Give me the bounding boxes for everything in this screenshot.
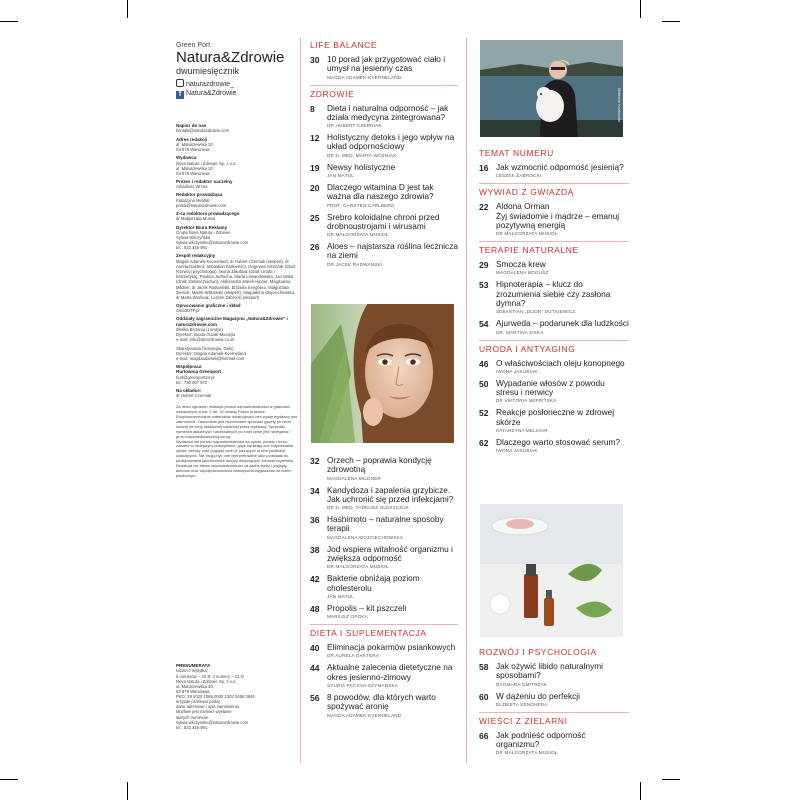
staff-details: Arkadiusz Wrzos	[176, 184, 208, 190]
page-number: 48	[310, 603, 320, 614]
toc-entry[interactable]	[310, 515, 458, 540]
page-number: 44	[310, 663, 320, 674]
entry-text	[327, 456, 458, 481]
crop-mark	[640, 782, 641, 800]
page-number: 60	[479, 691, 489, 702]
toc-entry[interactable]	[479, 319, 629, 334]
products-photo	[480, 504, 623, 637]
entry-text	[496, 379, 629, 404]
instagram-link[interactable]	[176, 79, 296, 89]
page-number: 46	[479, 358, 489, 369]
section-heading: TERAPIE NATURALNE	[479, 241, 629, 255]
crop-mark	[127, 782, 128, 800]
toc-entry[interactable]	[479, 260, 629, 275]
entry-text	[327, 643, 458, 658]
article-author: DR MAŁGORZATA MUSIOŁ	[496, 231, 558, 237]
staff-heading: Dyrektor Biura Reklamy	[176, 224, 228, 230]
entry-text	[496, 280, 629, 314]
toc-entry[interactable]	[310, 163, 458, 178]
staff-heading: Wydawca	[176, 155, 197, 161]
subscription-body: razem z wysyłką: 6 numerów – 42 zł, 3 numery – 21 zł Nova Natura i Zdrowie Sp. z o.o. ul. Matuszewska 20, 03-876 Warszawa PKO: 29 1020 1068 0000 1302 0466 3649 w tytule przelewu podaj dane adresowe i opis zamówienia. Możliwe jest również wysłanie starych numerów. sylwia.wilczynska@naturazdrowie.com tel.: 533 315 991	[176, 668, 255, 730]
entry-text	[496, 731, 629, 756]
page-number: 40	[310, 643, 320, 654]
toc-entry[interactable]	[479, 438, 629, 453]
section-heading: ZDROWIE	[310, 85, 458, 99]
section-heading: DIETA I SUPLEMENTACJA	[310, 624, 458, 638]
article-title: Dlaczego warto stosować serum?	[496, 436, 621, 447]
article-title: W dążeniu do perfekcji	[496, 690, 580, 701]
staff-details: Skandynawia (Norwegia, Oslo) Dyrektor: Magda Adamek-Kverneland e-mail: magdaadamek@hotmail.com	[176, 345, 246, 361]
page-number: 50	[479, 378, 489, 389]
subscription-info	[176, 663, 296, 733]
toc-entry[interactable]	[310, 604, 458, 619]
entry-text	[327, 55, 458, 80]
article-author: DR VIKTORIA NEPRITSKA	[496, 398, 557, 404]
toc-entry[interactable]	[479, 202, 629, 236]
article-title: Smocza krew	[496, 259, 546, 270]
section-heading: WYWIAD Z GWIAZDĄ	[479, 183, 629, 197]
section-heading: LIFE BALANCE	[310, 40, 378, 50]
facebook-handle: Natura&Zdrowie	[186, 90, 237, 98]
page-number: 38	[310, 544, 320, 555]
toc-entry[interactable]	[310, 663, 458, 688]
article-author: PROF. CARSTEN CARLBERG	[327, 202, 395, 208]
toc-entry[interactable]	[479, 731, 629, 756]
crop-mark	[662, 779, 680, 780]
staff-details: dr Hubert Czerniak	[176, 393, 212, 399]
toc-entry[interactable]	[310, 213, 458, 238]
section-heading: WIEŚCI Z ZIELARNI	[479, 712, 629, 726]
instagram-icon	[176, 79, 184, 87]
toc-entry[interactable]	[310, 545, 458, 570]
column-divider	[300, 38, 301, 763]
staff-heading: Na okładce:	[176, 387, 202, 393]
crop-mark	[0, 21, 18, 22]
toc-column-middle	[310, 40, 458, 272]
toc-entry[interactable]	[479, 280, 629, 314]
page-number: 54	[479, 319, 489, 330]
entry-text	[496, 662, 629, 687]
magazine-title: Natura&Zdrowie	[176, 49, 285, 66]
toc-entry[interactable]	[310, 574, 458, 599]
instagram-handle: naturazdrowie_	[186, 80, 234, 88]
cosmetics-illustration	[480, 504, 623, 637]
page-number: 26	[310, 242, 320, 253]
entry-text	[327, 133, 458, 158]
page-number: 42	[310, 574, 320, 585]
photo-credit: Mateusz Kozłowski	[617, 88, 622, 123]
crop-mark	[0, 779, 18, 780]
article-title: 10 porad jak przygotować ciało i umysł na jesienny czas	[327, 54, 446, 74]
facebook-icon: f	[176, 91, 184, 99]
toc-entry[interactable]	[310, 693, 458, 718]
staff-heading: Zespół redakcyjny	[176, 253, 216, 259]
page-number: 8	[310, 103, 315, 114]
article-author: MAGDALENA BOGUSZ	[496, 270, 549, 276]
entry-text	[327, 163, 458, 178]
staff-heading: Współpraca Hurtownia Greenport	[176, 363, 222, 375]
article-author: MARIUSZ OPOKA	[327, 614, 368, 620]
article-author: DR MAŁGORZATA MUSIOŁ	[496, 750, 558, 756]
toc-group	[310, 40, 458, 267]
staff-details: Magda Adamek-Kverneland, dr Hubert Czerniak (ekspert), dr Aurela Daktera, Sebastian Dutkiewicz, Dagmara Gmitrzak (dział: Rozwój i psychologia), Iwona Jakubiak (dział: Uroda i kosmetyka), Paulina Jędrocha, Marta Lewandowska, Jan Matul (dział: Zielolecznictwo), Aleksandra Marek-Hipner, Magdalena Mildner, dr Jacek Radwański, Elżbieta Senghera, Małgorzata Zieniuk, Marek Witkowski (ekspert), Magdalena Wojciechowska, dr Marta Woźniak, Leszek Zabrocki (ekspert)	[176, 258, 296, 300]
article-author: MAGDALENA MILDNER	[327, 475, 381, 481]
legal-disclaimer: Za treści ogłoszeń redakcja ponosi odpowiedzialności w granicach wskazanych w ust. 2 art. 42 ustawy Prawo prasowe. Rozpowszechnianie materiałów redakcyjnych bez zgody wydawcy jest zabronione. Zabronione jest bezumowne sprzedaż gazety po cenie niższej od ceny detalicznej ustalonej przez wydawcę. Sprzedaż numerów aktualnych i archiwalnych po innej cenie jest nielegalna i grozi odpowiedzialnością karną. Wydawca nie ponosi odpowiedzialności za opinie, porady i treści zawarte w niniejszym czasopiśmie, gdyż wyrażają one indywidualne opinie, wiedzę oraz poglądy osób je piszących w celu publikacji czasopisma. Nie mogą być one interpretowane jako podstawa do podejmowania jakichkolwiek decyzji dotyczących zdrowia czytelnika. Redakcja nie bierze odpowiedzialności za żadne treści i poglądy autorów oraz współpracowników czasopisma wygłaszane na forum publicznym.	[176, 404, 298, 478]
entry-text	[327, 693, 458, 718]
staff-heading: Adres redakcji	[176, 136, 208, 142]
toc-entry[interactable]	[310, 183, 458, 208]
page-number: 62	[479, 437, 489, 448]
page-number: 66	[479, 730, 489, 741]
staff-details: Grupa Nova Natura i Zdrowie Sylwia Wilczyńska sylwia.wilczynska@naturazdrowie.com tel.: 533 315 991	[176, 229, 249, 251]
entry-text	[327, 242, 458, 267]
article-title: Jak wzmocnić odporność jesienią?	[496, 162, 624, 172]
staff-heading: Prezes i redaktor naczelny	[176, 178, 233, 184]
toc-entry[interactable]	[310, 133, 458, 158]
entry-text	[327, 545, 458, 570]
article-author: MAGDA ADAMEK-KVERNELAND	[327, 712, 402, 718]
article-author: DR. MARTINA ZISKA	[496, 329, 544, 335]
article-title: Newsy holistyczne	[327, 161, 396, 172]
article-title: Propolis – kit pszczeli	[327, 602, 407, 613]
page-number: 12	[310, 133, 320, 144]
article-author: LESZEK ZABROCKI	[496, 173, 542, 179]
entry-text	[327, 604, 458, 619]
entry-text	[327, 574, 458, 599]
article-title: Kandydoza i zapalenia grzybicze. Jak uchronić się przed infekcjami?	[327, 484, 454, 504]
staff-details: Katarzyna Melihar portal@naturazdrowie.com	[176, 197, 227, 208]
column-divider	[466, 38, 467, 763]
article-author: MAGDA ADAMEK-KVERNELAND	[327, 74, 402, 80]
staff-details: Nova Natura i Zdrowie Sp. z o.o. ul. Matuszewska 20 03-876 Warszawa	[176, 160, 237, 176]
article-title: Reakcje posłoneczne w zdrowej skórze	[496, 407, 615, 427]
toc-column-right	[479, 148, 629, 458]
face-photo	[311, 304, 454, 443]
page-number: 25	[310, 212, 320, 223]
article-author: SEBASTIAN „DIJON” DUTKIEWICZ	[496, 309, 576, 315]
toc-entry[interactable]	[310, 104, 458, 129]
staff-details: hurt@greenport24.pl tel.: 730 007 872	[176, 374, 215, 385]
article-author: DR JACEK RADWAŃSKI	[327, 261, 383, 267]
staff-heading: Z-ca redaktora prowadzącego	[176, 211, 240, 217]
entry-text	[496, 260, 629, 275]
staff-heading: Oddziały zagraniczne Magazynu „Natura&Zdrowie” i naturazdrowie.com	[176, 316, 288, 327]
toc-entry[interactable]	[479, 408, 629, 433]
entry-text	[496, 359, 629, 374]
entry-text	[327, 213, 458, 238]
staff-details: kontakt@naturazdrowie.com	[176, 128, 230, 134]
article-title: Aktualne zalecenia dietetyczne na okres jesienno-zimowy	[327, 662, 453, 682]
crop-mark	[127, 0, 128, 18]
toc-entry[interactable]	[479, 379, 629, 404]
article-title: Aloes – najstarsza roślina lecznicza na ziemi	[327, 241, 458, 261]
article-title: Hashimoto – naturalne sposoby terapii	[327, 514, 444, 534]
page-number: 22	[479, 202, 489, 213]
subscription-heading: PRENUMERATA	[176, 663, 211, 668]
crop-mark	[662, 21, 680, 22]
article-title: O właściwościach oleju konopnego	[496, 357, 625, 368]
editorial-staff	[176, 123, 298, 479]
article-title: Srebro koloidalne chroni przed drobnoustrojami i wirusami	[327, 211, 440, 231]
article-author: DR AURELA DAKTERA	[327, 653, 380, 659]
entry-text	[327, 663, 458, 688]
page-number: 32	[310, 456, 320, 466]
toc-entry[interactable]	[479, 359, 629, 374]
toc-group	[310, 456, 458, 718]
publisher-name: Green Port	[176, 42, 211, 49]
toc-entry[interactable]	[310, 486, 458, 511]
section-heading: TEMAT NUMERU	[479, 148, 554, 158]
article-title: Bakterie obniżają poziom cholesterolu	[327, 573, 420, 593]
article-author: IWONA JAKUBIAK	[496, 448, 538, 454]
article-title: Aldona Orman Żyj świadomie i mądrze – emanuj pozytywną energią	[496, 201, 620, 230]
entry-text	[327, 486, 458, 511]
staff-heading: Napisz do nas	[176, 123, 207, 128]
page-number: 16	[479, 163, 489, 173]
entry-text	[327, 183, 458, 208]
social-links	[176, 79, 296, 99]
staff-details: Wielka Brytania (Londyn) Dyrektor: Beata Guzak-Maciejia e-mail: info@domzdrowia.co.uk	[176, 327, 236, 343]
interview-photo	[480, 40, 623, 137]
toc-column-middle-lower	[310, 456, 458, 723]
entry-text	[496, 202, 629, 236]
article-title: Holistyczny detoks i jego wpływ na układ odpornościowy	[327, 132, 455, 152]
page-number: 29	[479, 260, 489, 271]
page-number: 19	[310, 162, 320, 173]
toc-entry[interactable]	[310, 643, 458, 658]
article-title: Ajurweda – podarunek dla ludzkości	[496, 318, 629, 329]
article-author: DR MAŁGORZATA MUSIOŁ	[327, 232, 389, 238]
article-author: ELŻBIETA SENGHERA	[496, 701, 548, 707]
entry-text	[496, 438, 629, 453]
article-title: Jak podnieść odporność organizmu?	[496, 729, 586, 750]
toc-entry[interactable]	[479, 692, 629, 707]
article-title: Wypadanie włosów z powodu stresu i nerwicy	[496, 377, 605, 398]
facebook-link[interactable]	[176, 89, 296, 99]
article-title: 8 powodów, dla których warto spożywać aronię	[327, 691, 436, 712]
article-author: MAGDALENA WOJCIECHOWSKA	[327, 534, 404, 540]
article-title: Jod wspiera witalność organizmu i zwiększa odporność	[327, 543, 453, 563]
article-title: Dieta i naturalna odporność – jak działa medycyna zintegrowana?	[327, 102, 449, 122]
page-number: 30	[310, 55, 320, 65]
article-title: Hipnoterapia – klucz do zrozumienia siebie czy zasłona dymna?	[496, 279, 611, 308]
page-number: 36	[310, 515, 320, 526]
toc-column-right-lower	[479, 647, 629, 760]
article-author: KATARZYNA MELIHAR	[496, 427, 548, 433]
entry-text	[496, 163, 629, 178]
woman-with-dog-illustration	[480, 40, 623, 137]
article-author: DAGMARA GMITRZAK	[496, 681, 548, 687]
page-number: 58	[479, 662, 489, 672]
article-author: IWONA JAKUBIAK	[496, 368, 538, 374]
page-number: 56	[310, 692, 320, 703]
article-title: Eliminacja pokarmów psiankowych	[327, 642, 456, 653]
toc-entry[interactable]	[479, 662, 629, 687]
toc-entry[interactable]	[310, 242, 458, 267]
toc-entry[interactable]	[479, 163, 629, 178]
masthead	[176, 42, 296, 99]
article-author: JAN MATUL	[327, 172, 354, 178]
page-number: 20	[310, 182, 320, 193]
entry-text	[496, 319, 629, 334]
staff-details: SmartDTP.pl	[176, 308, 200, 314]
crop-mark	[640, 0, 641, 18]
entry-text	[496, 408, 629, 433]
section-heading: ROZWÓJ I PSYCHOLOGIA	[479, 647, 597, 657]
staff-details: dr Małgorzata Musioł	[176, 216, 215, 222]
entry-text	[327, 515, 458, 540]
entry-text	[496, 692, 629, 707]
toc-group	[479, 148, 629, 453]
article-title: Jak ożywić libido naturalnymi sposobami?	[496, 661, 603, 681]
article-title: Dlaczego witamina D jest tak ważna dla naszego zdrowia?	[327, 181, 434, 202]
page-number: 34	[310, 485, 320, 496]
article-author: DR N. MED. MARTA WOŹNIAK	[327, 152, 397, 158]
toc-entry[interactable]	[310, 55, 458, 80]
staff-heading: Opracowanie graficzne i skład	[176, 302, 241, 308]
page-number: 52	[479, 408, 489, 419]
article-title: Orzech – poprawia kondycję zdrowotną	[327, 455, 432, 475]
staff-heading: Redaktor prowadząca	[176, 192, 223, 198]
magazine-frequency: dwumiesięcznik	[176, 65, 240, 76]
entry-text	[327, 104, 458, 129]
staff-details: ul. Matuszewska 20 03-876 Warszawa	[176, 141, 213, 153]
article-author: DR MAŁGORZATA MUSIOŁ	[327, 564, 389, 570]
face-illustration	[311, 304, 454, 443]
article-author: JAN MATUL	[327, 593, 354, 599]
article-author: DR HUBERT CZERNIAK	[327, 123, 382, 129]
page-number: 53	[479, 280, 489, 291]
toc-entry[interactable]	[310, 456, 458, 481]
article-author: SYLWIA PACYNA-SZYMAŃSKA	[327, 682, 399, 688]
article-author: DR N. MED. TADEUSZ OLESZCZUK	[327, 505, 409, 511]
toc-group	[479, 647, 629, 755]
section-heading: URODA I ANTYAGING	[479, 340, 629, 354]
